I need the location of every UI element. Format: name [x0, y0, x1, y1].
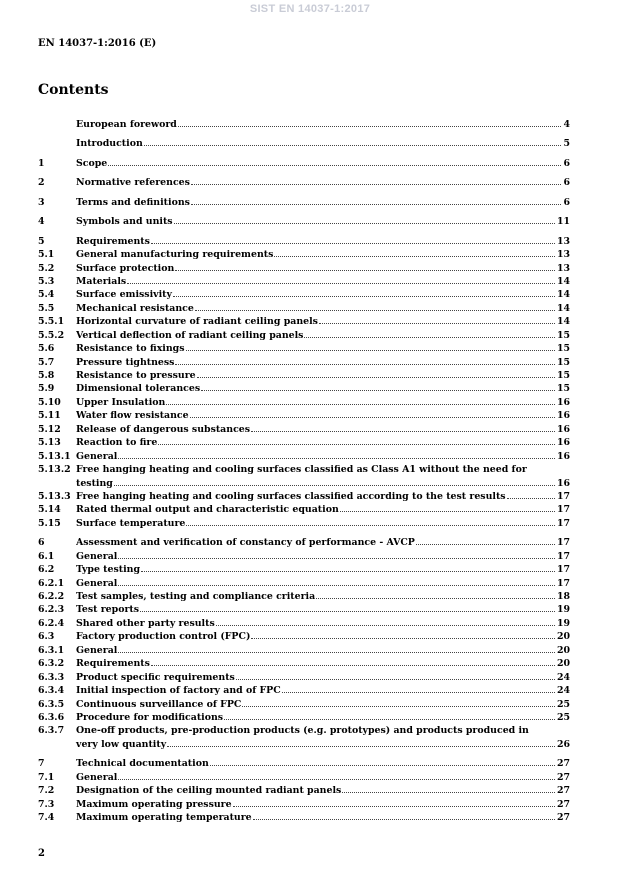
- toc-entry-number: 5.5.2: [38, 329, 65, 341]
- toc-entry-number: 7.1: [38, 771, 55, 783]
- toc-entry[interactable]: [38, 302, 570, 315]
- toc-entry-number: 5.6: [38, 343, 55, 355]
- toc-entry-page: 27: [556, 785, 570, 797]
- toc-entry[interactable]: [38, 671, 570, 684]
- toc-entry-title: Scope: [76, 157, 108, 169]
- toc-entry-number: 6.3.7: [38, 725, 65, 737]
- toc-entry[interactable]: [38, 342, 570, 355]
- toc-entry-page: 18: [556, 591, 570, 602]
- toc-entry[interactable]: [38, 369, 570, 382]
- dot-leader: [118, 457, 555, 459]
- toc-entry[interactable]: [38, 463, 570, 490]
- toc-entry-title-continued: testing: [76, 477, 113, 489]
- dot-leader: [416, 543, 555, 545]
- toc-entry[interactable]: [38, 657, 570, 670]
- dot-leader: [201, 389, 555, 391]
- toc-entry-title: Initial inspection of factory and of FPC: [76, 685, 281, 697]
- toc-entry[interactable]: [38, 450, 570, 463]
- toc-entry-page: 16: [556, 450, 570, 462]
- toc-entry-page: 13: [556, 235, 570, 247]
- dot-leader: [507, 497, 555, 499]
- dot-leader: [242, 705, 555, 707]
- toc-entry-title: General: [76, 577, 118, 589]
- dot-leader: [251, 637, 555, 639]
- toc-entry-number: 6.3.3: [38, 671, 65, 683]
- dot-leader: [210, 764, 555, 766]
- toc-entry-title: Introduction: [76, 138, 143, 150]
- dot-leader: [191, 183, 562, 185]
- toc-entry-number: 5.11: [38, 410, 61, 422]
- dot-leader: [282, 691, 555, 693]
- toc-entry-page: 14: [556, 289, 570, 301]
- toc-entry-number: 5.13: [38, 437, 61, 449]
- toc-entry[interactable]: [38, 356, 570, 369]
- dot-leader: [216, 624, 555, 626]
- toc-entry-page: 27: [556, 758, 570, 770]
- toc-entry-title: European foreword: [76, 119, 177, 130]
- toc-entry-page: 24: [556, 671, 570, 683]
- toc-entry-number: 5.13.2: [38, 464, 71, 476]
- dot-leader: [236, 678, 555, 680]
- dot-leader: [178, 125, 562, 127]
- toc-entry[interactable]: [38, 215, 570, 228]
- toc-entry-title: Designation of the ceiling mounted radiant panels: [76, 785, 342, 797]
- toc-entry[interactable]: [38, 315, 570, 328]
- toc-entry-page: 15: [556, 383, 570, 395]
- toc-entry-title: Resistance to fixings: [76, 343, 185, 355]
- toc-entry[interactable]: [38, 771, 570, 784]
- toc-entry-page: 16: [556, 396, 570, 408]
- toc-entry-page: 25: [556, 698, 570, 710]
- page-number: 2: [38, 848, 45, 859]
- toc-entry-page: 14: [556, 316, 570, 328]
- dot-leader: [118, 778, 555, 780]
- toc-entry-page: 17: [556, 504, 570, 516]
- dot-leader: [319, 322, 555, 324]
- toc-entry-page: 15: [556, 356, 570, 368]
- toc-entry-number: 5.15: [38, 517, 61, 529]
- toc-entry-page: 13: [556, 262, 570, 274]
- toc-entry-page: 26: [556, 738, 570, 750]
- toc-entry-page: 6: [563, 157, 570, 169]
- toc-entry-number: 6.3: [38, 631, 55, 643]
- toc-entry-title: Release of dangerous substances: [76, 423, 251, 435]
- toc-entry-title-continued: very low quantity: [76, 738, 167, 750]
- dot-leader: [224, 718, 555, 720]
- toc-entry-page: 17: [556, 564, 570, 576]
- contents-heading: Contents: [38, 82, 109, 98]
- toc-entry-title: Test samples, testing and compliance criteria: [76, 591, 316, 602]
- toc-entry-page: 27: [556, 812, 570, 823]
- toc-entry-title: Factory production control (FPC): [76, 631, 251, 643]
- toc-entry-title: Free hanging heating and cooling surfaces classified according to the test results: [76, 490, 506, 502]
- toc-entry[interactable]: [38, 630, 570, 643]
- toc-entry[interactable]: [38, 517, 570, 530]
- toc-entry-number: 7.3: [38, 798, 55, 810]
- dot-leader: [173, 295, 555, 297]
- dot-leader: [151, 242, 555, 244]
- toc-entry-number: 5.8: [38, 370, 55, 381]
- toc-entry-title: Surface protection: [76, 262, 175, 274]
- toc-entry-title: Materials: [76, 275, 127, 287]
- toc-entry-title: Resistance to pressure: [76, 370, 196, 381]
- dot-leader: [118, 557, 555, 559]
- dot-leader: [108, 164, 561, 166]
- toc-entry[interactable]: [38, 490, 570, 503]
- toc-entry[interactable]: [38, 262, 570, 275]
- toc-entry-page: 17: [556, 517, 570, 529]
- dot-leader: [340, 510, 555, 512]
- toc-entry[interactable]: [38, 757, 570, 770]
- toc-entry[interactable]: [38, 436, 570, 449]
- toc-entry-number: 5.5: [38, 302, 55, 314]
- toc-entry[interactable]: [38, 811, 570, 824]
- toc-entry[interactable]: [38, 396, 570, 409]
- toc-entry-title: Pressure tightness: [76, 356, 175, 368]
- dot-leader: [175, 269, 555, 271]
- toc-entry-number: 6.2: [38, 564, 55, 576]
- toc-entry[interactable]: [38, 248, 570, 261]
- toc-entry-number: 6.2.3: [38, 604, 65, 616]
- dot-leader: [175, 363, 555, 365]
- toc-entry-page: 27: [556, 798, 570, 810]
- toc-entry-title: Surface emissivity: [76, 289, 172, 301]
- toc-entry[interactable]: [38, 684, 570, 697]
- toc-entry[interactable]: [38, 423, 570, 436]
- dot-leader: [127, 282, 555, 284]
- dot-leader: [233, 805, 555, 807]
- toc-entry-page: 6: [563, 196, 570, 208]
- toc-entry-number: 6.3.4: [38, 685, 65, 697]
- toc-entry-number: 6.2.2: [38, 591, 65, 602]
- toc-entry-title: Vertical deflection of radiant ceiling panels: [76, 329, 304, 341]
- toc-entry-number: 6.2.1: [38, 577, 65, 589]
- toc-entry-title: Assessment and verification of constancy of performance - AVCP: [76, 537, 415, 549]
- toc-entry[interactable]: [38, 711, 570, 724]
- dot-leader: [174, 222, 555, 224]
- toc-entry-number: 5.1: [38, 249, 55, 261]
- dot-leader: [253, 818, 555, 820]
- dot-leader: [251, 430, 555, 432]
- dot-leader: [304, 336, 554, 338]
- toc-entry-number: 5.4: [38, 289, 55, 301]
- toc-entry-page: 17: [556, 537, 570, 549]
- toc-entry-number: 5.13.3: [38, 490, 71, 502]
- toc-entry-number: 5.14: [38, 504, 61, 516]
- toc-entry-number: 6.1: [38, 550, 55, 562]
- toc-entry-page: 20: [556, 658, 570, 670]
- toc-entry-title: Surface temperature: [76, 517, 186, 529]
- dot-leader: [191, 203, 562, 205]
- toc-entry-number: 6.2.4: [38, 617, 65, 629]
- toc-entry[interactable]: [38, 590, 570, 603]
- dot-leader: [195, 309, 555, 311]
- toc-entry[interactable]: [38, 644, 570, 657]
- toc-entry-title: Procedure for modifications: [76, 711, 224, 723]
- toc-entry[interactable]: [38, 550, 570, 563]
- toc-entry-title: General: [76, 771, 118, 783]
- toc-entry-number: 2: [38, 177, 45, 189]
- dot-leader: [342, 791, 555, 793]
- toc-entry-page: 16: [556, 477, 570, 489]
- toc-entry-number: 5.12: [38, 423, 61, 435]
- toc-entry-page: 17: [556, 550, 570, 562]
- toc-entry-title: Horizontal curvature of radiant ceiling panels: [76, 316, 318, 328]
- toc-entry-page: 17: [556, 577, 570, 589]
- toc-entry-number: 5.3: [38, 275, 55, 287]
- toc-entry-title: Water flow resistance: [76, 410, 189, 422]
- toc-entry[interactable]: [38, 617, 570, 630]
- toc-entry-title: Requirements: [76, 658, 150, 670]
- toc-entry[interactable]: [38, 603, 570, 616]
- dot-leader: [114, 484, 555, 486]
- toc-entry[interactable]: [38, 157, 570, 170]
- dot-leader: [144, 144, 562, 146]
- toc-entry-page: 24: [556, 685, 570, 697]
- toc-entry-title: Requirements: [76, 235, 150, 247]
- toc-entry[interactable]: [38, 784, 570, 797]
- toc-entry-title: Maximum operating pressure: [76, 798, 232, 810]
- toc-entry-number: 5: [38, 235, 45, 247]
- document-code: EN 14037-1:2016 (E): [38, 38, 157, 49]
- toc-entry-page: 14: [556, 302, 570, 314]
- toc-entry-page: 16: [556, 437, 570, 449]
- toc-entry-page: 5: [563, 138, 570, 150]
- dot-leader: [186, 349, 555, 351]
- toc-entry-title: Shared other party results: [76, 617, 215, 629]
- toc-entry-page: 15: [556, 329, 570, 341]
- toc-entry[interactable]: [38, 275, 570, 288]
- toc-entry[interactable]: [38, 137, 570, 150]
- toc-entry-title: Mechanical resistance: [76, 302, 194, 314]
- toc-entry-title: Product specific requirements: [76, 671, 235, 683]
- dot-leader: [158, 443, 555, 445]
- toc-entry-page: 11: [556, 216, 570, 228]
- toc-entry-number: 7: [38, 758, 45, 770]
- table-of-contents: [38, 118, 570, 824]
- toc-entry[interactable]: [38, 118, 570, 131]
- toc-entry-title: Free hanging heating and cooling surfaces classified as Class A1 without the need for: [76, 464, 527, 476]
- dot-leader: [274, 255, 555, 257]
- toc-entry-page: 20: [556, 644, 570, 656]
- dot-leader: [316, 597, 555, 599]
- toc-entry-number: 3: [38, 196, 45, 208]
- toc-entry[interactable]: [38, 382, 570, 395]
- toc-entry-number: 6: [38, 537, 45, 549]
- toc-entry-page: 13: [556, 249, 570, 261]
- toc-entry-page: 15: [556, 343, 570, 355]
- toc-entry-page: 14: [556, 275, 570, 287]
- toc-entry-title: Rated thermal output and characteristic equation: [76, 504, 339, 516]
- dot-leader: [141, 570, 555, 572]
- toc-entry-title: Terms and definitions: [76, 196, 190, 208]
- toc-entry-number: 5.2: [38, 262, 55, 274]
- toc-entry-number: 4: [38, 216, 45, 228]
- toc-entry-number: 5.9: [38, 383, 55, 395]
- toc-entry-number: 6.3.1: [38, 644, 65, 656]
- toc-entry-number: 5.13.1: [38, 450, 71, 462]
- toc-entry-page: 16: [556, 410, 570, 422]
- toc-entry-number: 5.7: [38, 356, 55, 368]
- toc-entry[interactable]: [38, 409, 570, 422]
- toc-entry-title: Technical documentation: [76, 758, 209, 770]
- dot-leader: [166, 403, 555, 405]
- dot-leader: [197, 376, 555, 378]
- toc-entry-number: 7.4: [38, 812, 55, 823]
- toc-entry-number: 5.5.1: [38, 316, 65, 328]
- toc-entry-page: 20: [556, 631, 570, 643]
- toc-entry-page: 25: [556, 711, 570, 723]
- toc-entry-page: 19: [556, 604, 570, 616]
- toc-entry[interactable]: [38, 329, 570, 342]
- dot-leader: [167, 745, 555, 747]
- toc-entry-title: Symbols and units: [76, 216, 173, 228]
- toc-entry-title: Maximum operating temperature: [76, 812, 252, 823]
- toc-entry[interactable]: [38, 235, 570, 248]
- toc-entry-title: Upper Insulation: [76, 396, 166, 408]
- toc-entry-title: General: [76, 644, 118, 656]
- toc-entry[interactable]: [38, 503, 570, 516]
- toc-entry-title: Reaction to fire: [76, 437, 158, 449]
- toc-entry-page: 15: [556, 370, 570, 381]
- toc-entry-title: General manufacturing requirements: [76, 249, 274, 261]
- toc-entry-number: 6.3.5: [38, 698, 65, 710]
- toc-entry[interactable]: [38, 288, 570, 301]
- toc-entry-page: 19: [556, 617, 570, 629]
- toc-entry[interactable]: [38, 698, 570, 711]
- toc-entry[interactable]: [38, 577, 570, 590]
- toc-entry-title: General: [76, 450, 118, 462]
- toc-entry-title: Test reports: [76, 604, 139, 616]
- watermark: SIST EN 14037-1:2017: [249, 3, 371, 15]
- toc-entry-title: Type testing: [76, 564, 141, 576]
- toc-entry-page: 6: [563, 177, 570, 189]
- toc-entry-title: One-off products, pre-production products (e.g. prototypes) and products produced in: [76, 725, 529, 737]
- toc-entry-page: 17: [556, 490, 570, 502]
- toc-entry-title: General: [76, 550, 118, 562]
- toc-entry-number: 5.10: [38, 396, 61, 408]
- toc-entry-title: Continuous surveillance of FPC: [76, 698, 242, 710]
- dot-leader: [151, 664, 555, 666]
- toc-entry[interactable]: [38, 724, 570, 751]
- dot-leader: [140, 610, 555, 612]
- toc-entry[interactable]: [38, 536, 570, 549]
- toc-entry-title: Dimensional tolerances: [76, 383, 201, 395]
- toc-entry[interactable]: [38, 196, 570, 209]
- toc-entry[interactable]: [38, 176, 570, 189]
- toc-entry-title: Normative references: [76, 177, 190, 189]
- toc-entry-number: 7.2: [38, 785, 55, 797]
- dot-leader: [118, 584, 555, 586]
- toc-entry-number: 1: [38, 157, 45, 169]
- toc-entry-number: 6.3.6: [38, 711, 65, 723]
- dot-leader: [118, 651, 555, 653]
- toc-entry-page: 27: [556, 771, 570, 783]
- toc-entry[interactable]: [38, 563, 570, 576]
- dot-leader: [190, 416, 555, 418]
- dot-leader: [186, 524, 555, 526]
- toc-entry-page: 4: [563, 119, 570, 130]
- toc-entry[interactable]: [38, 798, 570, 811]
- toc-entry-number: 6.3.2: [38, 658, 65, 670]
- toc-entry-page: 16: [556, 423, 570, 435]
